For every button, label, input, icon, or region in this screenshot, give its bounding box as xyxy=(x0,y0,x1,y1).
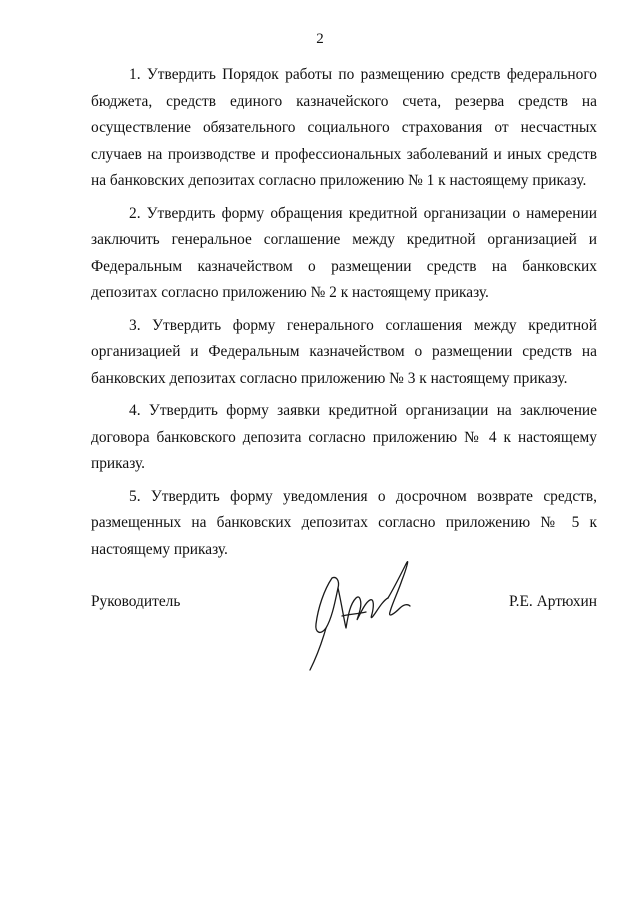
signer-name: Р.Е. Артюхин xyxy=(509,593,597,610)
paragraph-2: 2. Утвердить форму обращения кредитной организации о намерении заключить генеральное соглашение между кредитной организацией и Федеральным казначейством о размещении средств на банковских депозитах согласно приложению № 2 к настоящему приказу. xyxy=(91,204,597,301)
paragraph-5: 5. Утвердить форму уведомления о досрочном возврате средств, размещенных на банковских депозитах согласно приложению № 5 к настоящему приказу. xyxy=(91,487,597,558)
signer-title: Руководитель xyxy=(91,593,181,610)
page-number: 2 xyxy=(316,31,324,47)
document-body xyxy=(91,62,597,569)
paragraph-4: 4. Утвердить форму заявки кредитной организации на заключение договора банковского депозита согласно приложению № 4 к настоящему приказу. xyxy=(91,402,597,472)
handwritten-signature xyxy=(302,558,414,676)
paragraph-3: 3. Утвердить форму генерального соглашения между кредитной организацией и Федеральным казначейством о размещении средств на банковских депозитах согласно приложению № 3 к настоящему приказу. xyxy=(91,316,597,387)
paragraph-1: 1. Утвердить Порядок работы по размещению средств федерального бюджета, средств единого казначейского счета, резерва средств на осуществление обязательного социального страхования от несчастных случаев на производстве и профессиональных заболеваний и иных средств на банковских депозитах согласно приложению № 1 к настоящему приказу. xyxy=(91,66,597,189)
